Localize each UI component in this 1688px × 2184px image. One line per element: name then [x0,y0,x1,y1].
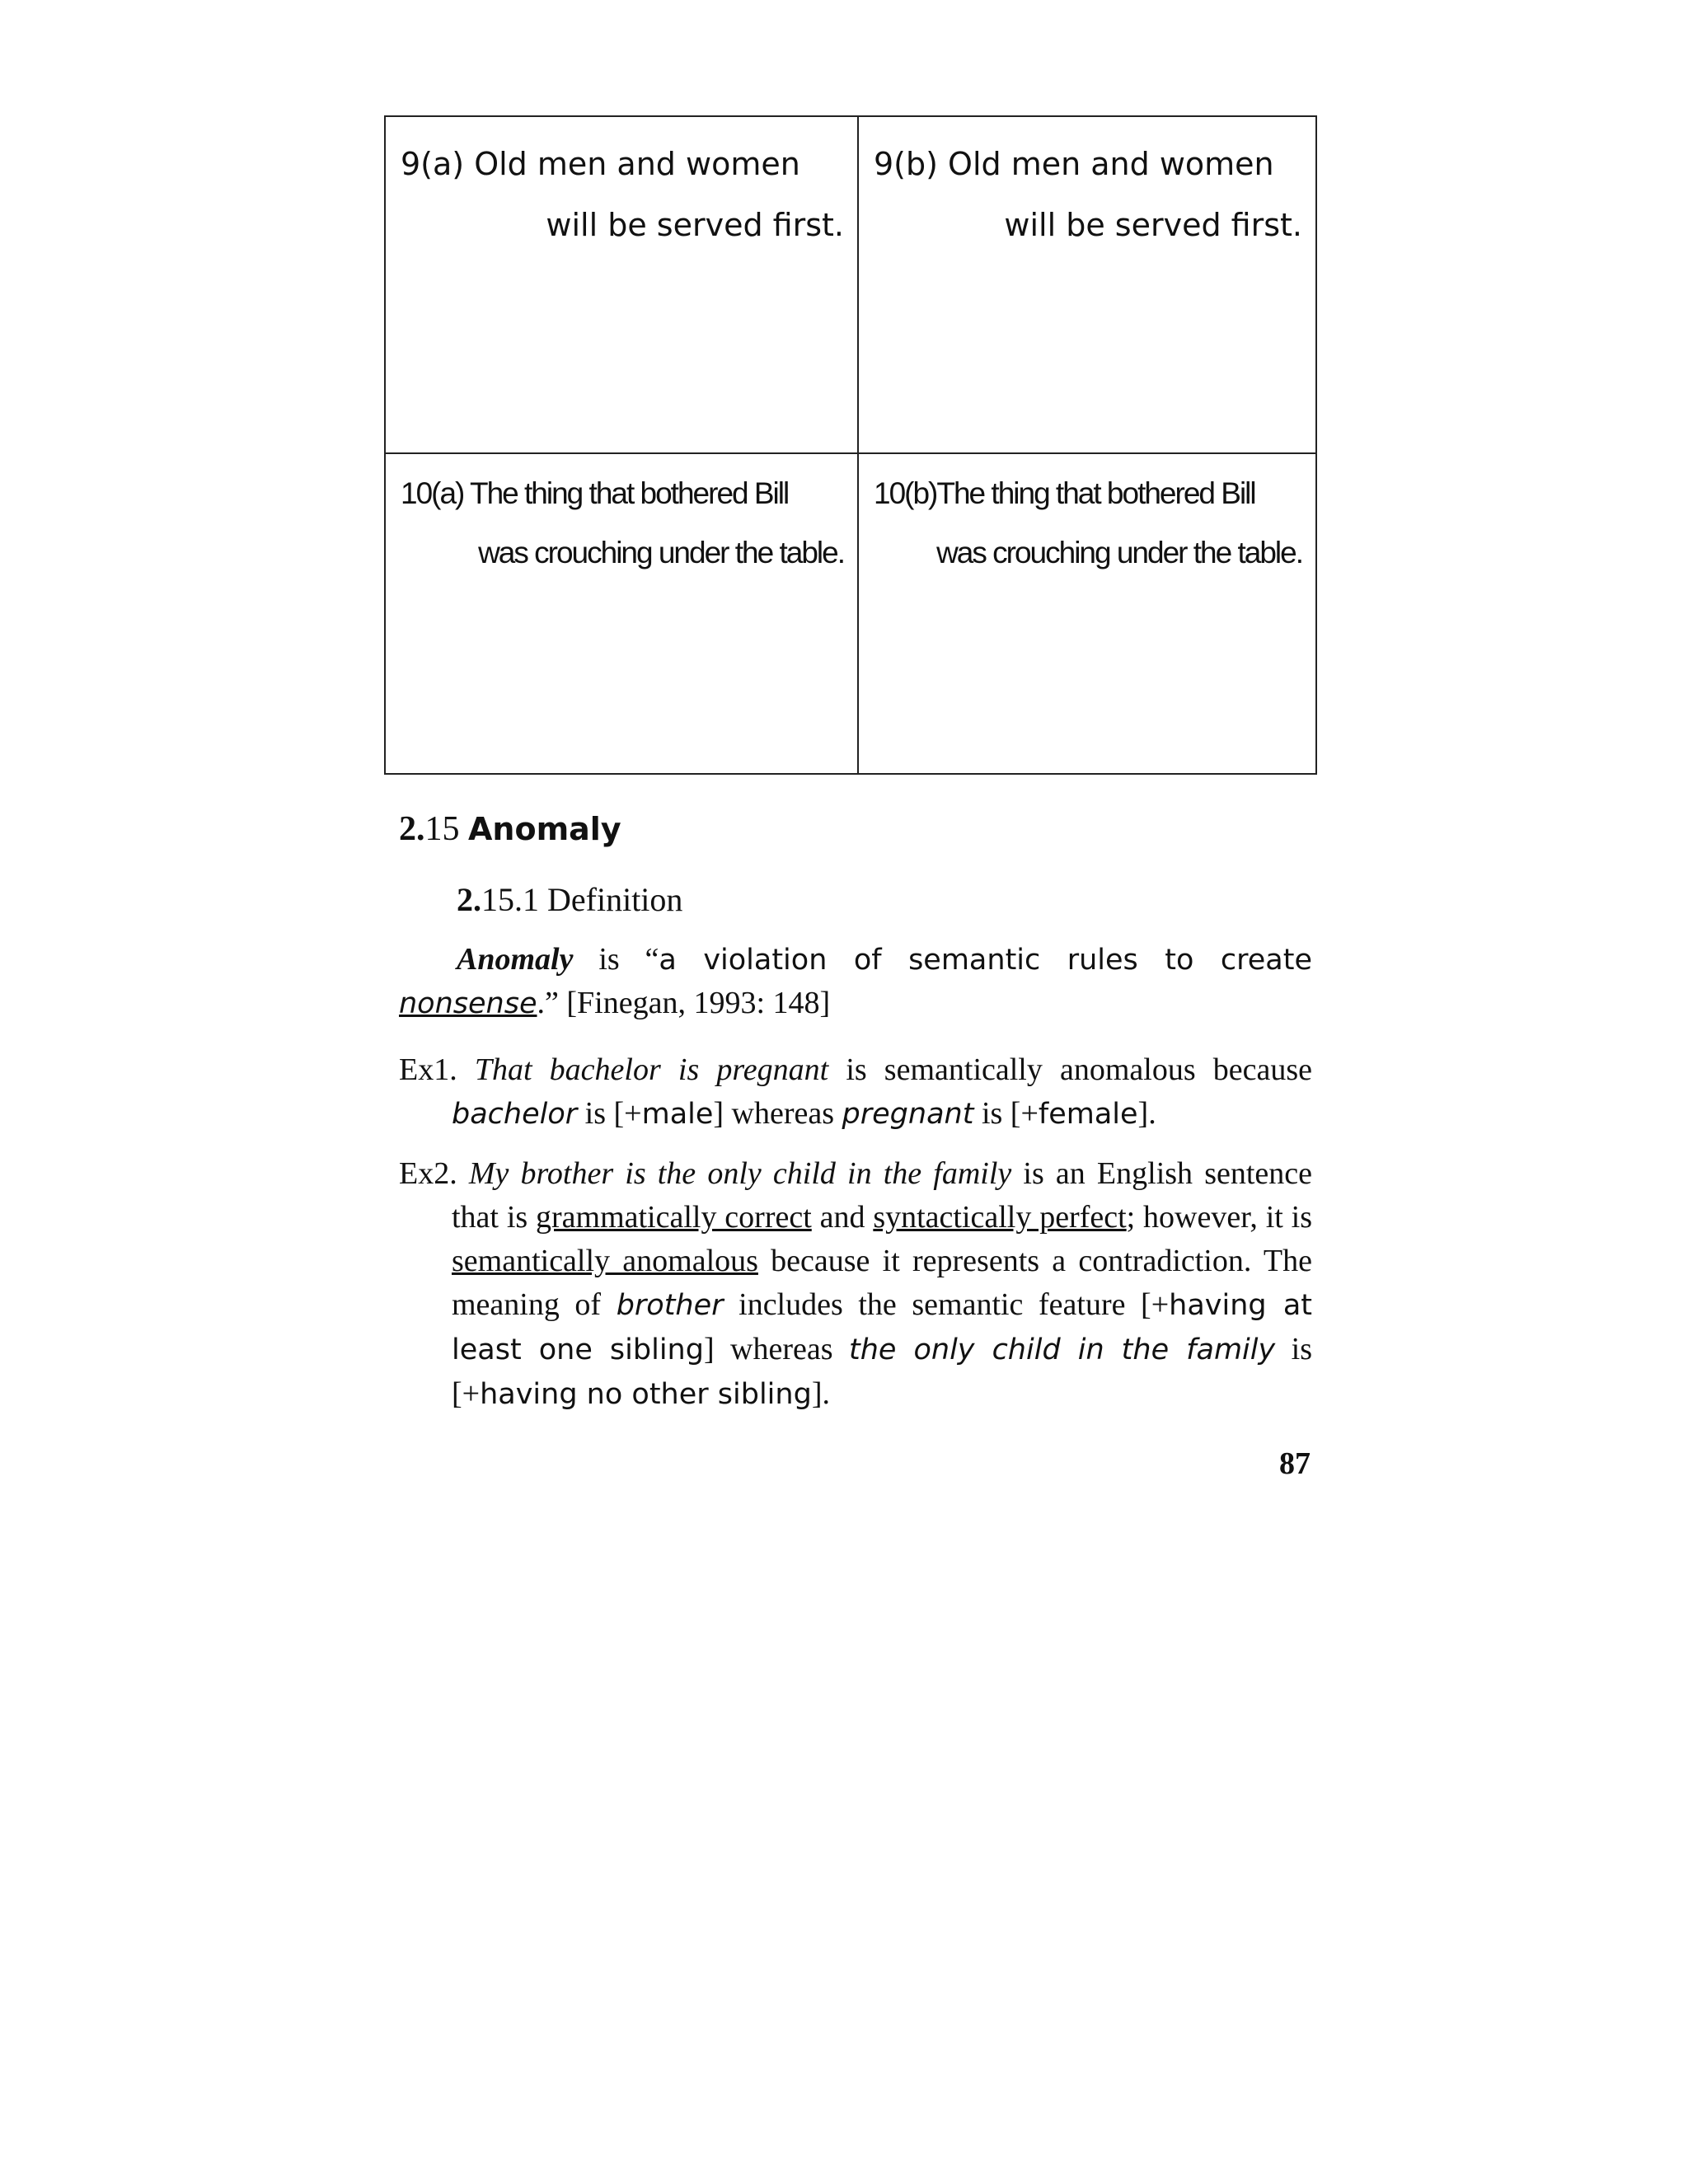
ex2-text-5: includes the semantic feature [+ [723,1287,1170,1322]
table-cell-9a [386,117,857,452]
subsection-title: Definition [547,881,683,918]
cell-9b-line2: will be served first. [1004,207,1302,243]
example-1 [399,1048,1312,1137]
section-title: Anomaly [468,811,621,847]
ex1-text-5: ]. [1137,1096,1156,1131]
table-cell-10a [386,454,857,773]
cell-10b-line1: 10(b)The thing that bothered Bill [874,476,1255,510]
section-number: 15 [424,810,460,848]
subsection-number-bold: 2. [457,881,481,918]
definition-citation: .” [Finegan, 1993: 148] [537,986,831,1020]
ex1-text-2: is [+ [577,1096,642,1131]
definition-quote-end: nonsense [399,987,537,1020]
example-table [384,115,1317,775]
definition-quote: a violation of semantic rules to create [659,944,1312,977]
subsection-heading [457,880,682,919]
definition-term: Anomaly [457,942,574,977]
ex1-feature-female: female [1038,1098,1138,1131]
ex2-phrase-only-child: the only child in the family [848,1333,1276,1366]
section-heading [399,809,621,849]
section-number-bold: 2. [399,810,425,848]
ex2-text-7: is [+ [452,1332,1313,1411]
example-2 [399,1152,1312,1417]
ex2-underline-semantically-anomalous: semantically anomalous [452,1244,758,1278]
ex2-text-2: and [811,1200,874,1235]
ex1-sentence: That bachelor is pregnant [474,1052,829,1087]
ex2-feature-sibling: having at least one sibling [452,1289,1313,1366]
ex2-sentence: My brother is the only child in the family [468,1156,1012,1191]
definition-paragraph [399,938,1312,1025]
cell-10a-line1: 10(a) The thing that bothered Bill [401,476,789,510]
ex1-word-pregnant: pregnant [842,1098,974,1131]
cell-9a-line2: will be served first. [546,207,844,243]
ex2-text-8: ]. [811,1376,830,1411]
ex1-text-1: is semantically anomalous because [828,1052,1313,1087]
definition-is: is “ [573,942,659,977]
ex1-text-3: ] whereas [713,1096,842,1131]
table-cell-9b [859,117,1315,452]
ex1-text-4: is [+ [973,1096,1039,1131]
cell-10b-line2: was crouching under the table. [936,536,1302,569]
cell-9b-line1: 9(b) Old men and women [874,146,1274,182]
page-number: 87 [1279,1446,1311,1481]
subsection-number: 15.1 [481,881,539,918]
ex2-underline-grammatically-correct: grammatically correct [536,1200,812,1235]
cell-10a-line2: was crouching under the table. [478,536,844,569]
ex2-feature-no-sibling: having no other sibling [480,1378,812,1411]
ex2-text-1: is an English sentence that is [452,1156,1313,1235]
ex2-text-3: ; however, it is [1126,1200,1312,1235]
ex2-underline-syntactically-perfect: syntactically perfect [873,1200,1127,1235]
cell-9a-line1: 9(a) Old men and women [401,146,800,182]
table-cell-10b [859,454,1315,773]
ex2-label: Ex2. [399,1156,469,1191]
ex1-feature-male: male [641,1098,714,1131]
ex1-word-bachelor: bachelor [452,1098,578,1131]
ex2-word-brother: brother [616,1289,724,1322]
ex2-text-6: ] whereas [703,1332,849,1366]
ex1-label: Ex1. [399,1052,475,1087]
ex2-text-4: because it represents a contradiction. The meaning of [452,1244,1312,1322]
